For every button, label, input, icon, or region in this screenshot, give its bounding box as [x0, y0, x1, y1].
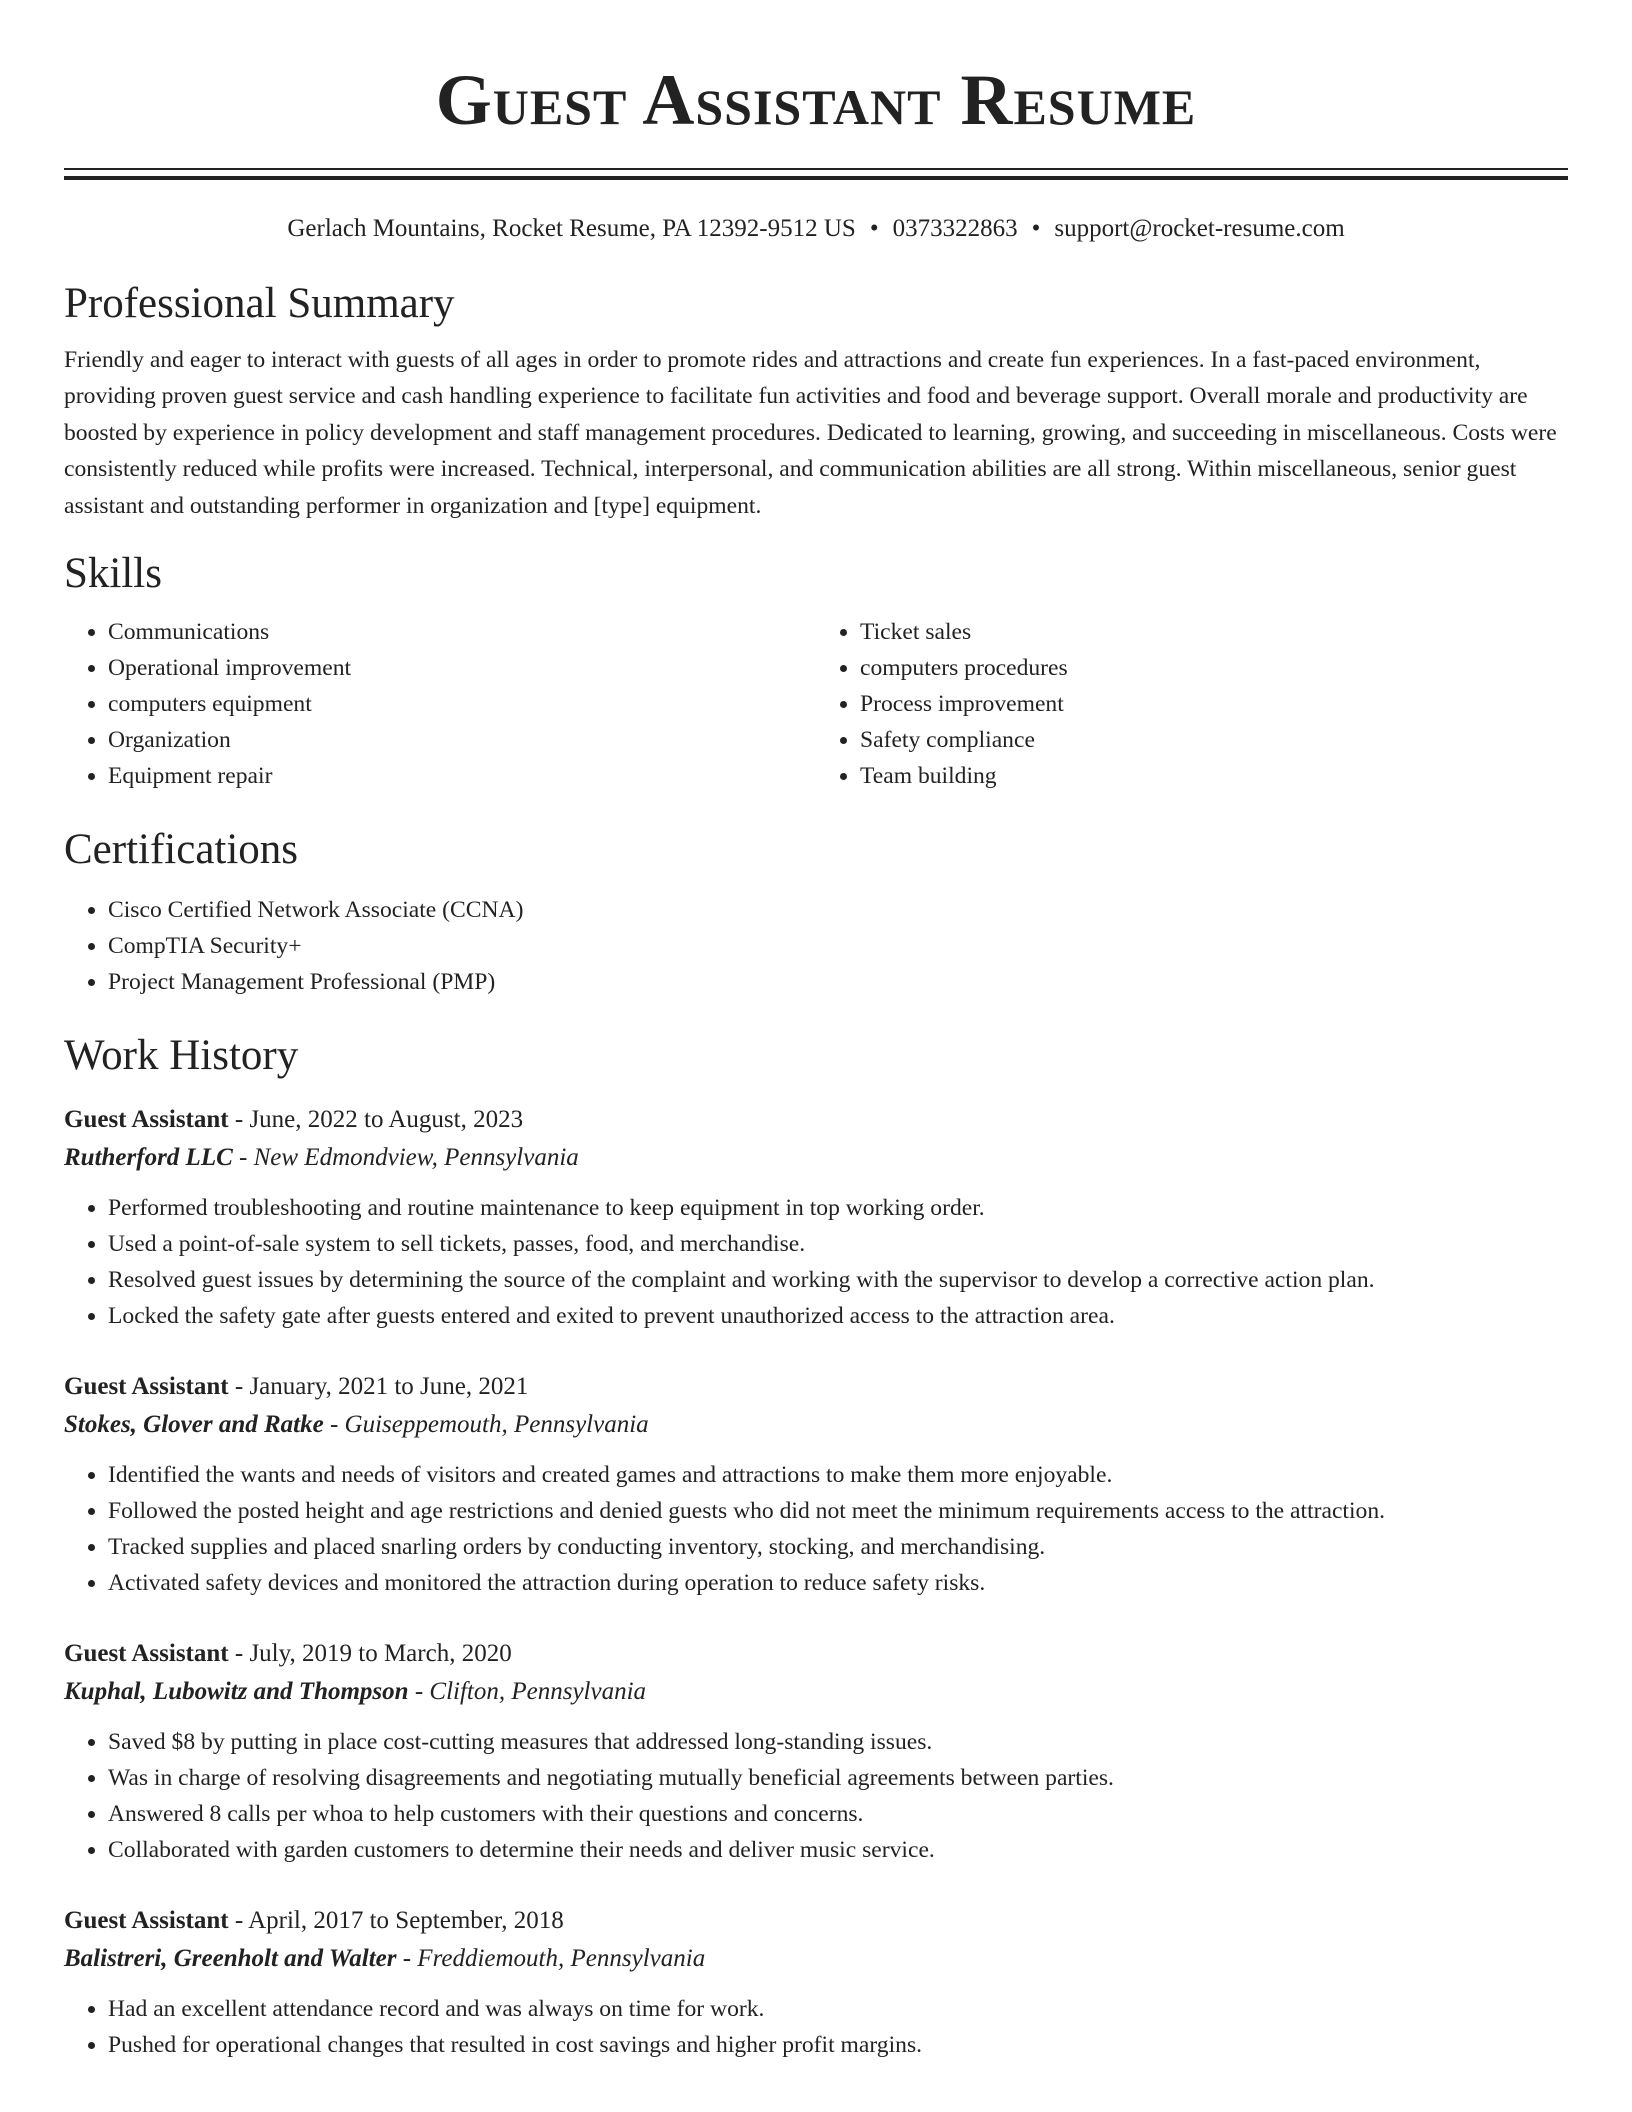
job-separator: -: [228, 1106, 250, 1134]
job-bullets: [64, 1190, 1568, 1334]
skill-item: • computers procedures: [860, 650, 1568, 686]
job-role: Guest Assistant: [64, 1640, 229, 1668]
job-bullet: • Collaborated with garden customers to determine their needs and deliver music service.: [108, 1832, 1568, 1868]
job-separator: -: [232, 1144, 254, 1172]
contact-email: support@rocket-resume.com: [1054, 215, 1345, 242]
certification-item: • CompTIA Security+: [108, 928, 1568, 964]
certifications-heading: Certifications: [64, 826, 299, 874]
job-company-line: [64, 1672, 1568, 1712]
job-company-line: [64, 1405, 1568, 1445]
job-bullet: • Used a point-of-sale system to sell tickets, passes, food, and merchandise.: [108, 1226, 1568, 1262]
job-dates: January, 2021 to June, 2021: [249, 1373, 529, 1401]
work-history-heading: Work History: [64, 1032, 299, 1080]
job-bullet: • Had an excellent attendance record and was always on time for work.: [108, 1991, 1568, 2027]
job-entry: [64, 1636, 1568, 1868]
job-company: Rutherford LLC: [64, 1144, 233, 1172]
job-bullet: • Answered 8 calls per whoa to help customers with their questions and concerns.: [108, 1796, 1568, 1832]
certification-item: • Cisco Certified Network Associate (CCNA): [108, 892, 1568, 928]
job-bullet: • Activated safety devices and monitored the attraction during operation to reduce safety risks.: [108, 1565, 1568, 1601]
job-title-line: [64, 1102, 1568, 1138]
skills-list-left: [64, 614, 816, 794]
job-location: Clifton, Pennsylvania: [429, 1678, 647, 1706]
job-entry: [64, 1369, 1568, 1601]
job-role: Guest Assistant: [64, 1106, 229, 1134]
skill-item: • Safety compliance: [860, 722, 1568, 758]
job-title-line: [64, 1369, 1568, 1405]
skill-item: • Operational improvement: [108, 650, 816, 686]
job-location: Freddiemouth, Pennsylvania: [417, 1945, 706, 1973]
summary-text: Friendly and eager to interact with guests of all ages in order to promote rides and attractions and create fun experiences. In a fast-paced environment, providing proven guest service and cash handling experience to facilitate fun activities and food and beverage support. Overall morale and productivity are boosted by experience in policy development and staff management procedures. Dedicated to learning, growing, and succeeding in miscellaneous. Costs were consistently reduced while profits were increased. Technical, interpersonal, and communication abilities are all strong. Within miscellaneous, senior guest assistant and outstanding performer in organization and [type] equipment.: [64, 347, 1557, 519]
job-dates: July, 2019 to March, 2020: [249, 1640, 512, 1668]
job-location: New Edmondview, Pennsylvania: [253, 1144, 579, 1172]
job-bullet: • Resolved guest issues by determining the source of the complaint and working with the supervisor to develop a corrective action plan.: [108, 1262, 1568, 1298]
job-location: Guiseppemouth, Pennsylvania: [344, 1411, 649, 1439]
certifications-list: [64, 892, 1568, 1000]
contact-separator: •: [869, 215, 879, 242]
job-title-line: [64, 1636, 1568, 1672]
job-title-line: [64, 1903, 1568, 1939]
skill-item: • Organization: [108, 722, 816, 758]
skill-item: • computers equipment: [108, 686, 816, 722]
skills-list-right: [816, 614, 1568, 794]
certification-item: • Project Management Professional (PMP): [108, 964, 1568, 1000]
skill-item: • Communications: [108, 614, 816, 650]
job-separator: -: [323, 1411, 345, 1439]
job-entry: [64, 1102, 1568, 1334]
contact-line: [64, 214, 1568, 244]
job-role: Guest Assistant: [64, 1907, 229, 1935]
summary-heading: Professional Summary: [64, 280, 455, 327]
job-bullet: • Pushed for operational changes that resulted in cost savings and higher profit margins.: [108, 2027, 1568, 2063]
job-entry: [64, 1903, 1568, 2063]
job-bullets: [64, 1457, 1568, 1601]
job-bullet: • Identified the wants and needs of visitors and created games and attractions to make them more enjoyable.: [108, 1457, 1568, 1493]
job-separator: -: [228, 1373, 250, 1401]
job-company-line: [64, 1939, 1568, 1979]
resume-title: Guest Assistant Resume: [435, 60, 1197, 140]
job-separator: -: [408, 1678, 430, 1706]
skills-columns: [64, 614, 1568, 794]
job-company-line: [64, 1138, 1568, 1178]
job-company: Kuphal, Lubowitz and Thompson: [64, 1678, 409, 1706]
job-bullet: • Locked the safety gate after guests entered and exited to prevent unauthorized access to the attraction area.: [108, 1298, 1568, 1334]
job-separator: -: [228, 1907, 249, 1935]
contact-address: Gerlach Mountains, Rocket Resume, PA 12392-9512 US: [287, 215, 856, 242]
job-bullet: • Was in charge of resolving disagreements and negotiating mutually beneficial agreements between parties.: [108, 1760, 1568, 1796]
job-separator: -: [396, 1945, 418, 1973]
job-company: Stokes, Glover and Ratke: [64, 1411, 324, 1439]
skill-item: • Equipment repair: [108, 758, 816, 794]
job-bullet: • Tracked supplies and placed snarling orders by conducting inventory, stocking, and merchandising.: [108, 1529, 1568, 1565]
contact-phone: 0373322863: [892, 215, 1018, 242]
job-role: Guest Assistant: [64, 1373, 229, 1401]
job-separator: -: [228, 1640, 250, 1668]
skill-item: • Process improvement: [860, 686, 1568, 722]
job-company: Balistreri, Greenholt and Walter: [64, 1945, 397, 1973]
skill-item: • Team building: [860, 758, 1568, 794]
job-dates: June, 2022 to August, 2023: [249, 1106, 524, 1134]
job-bullet: • Followed the posted height and age restrictions and denied guests who did not meet the minimum requirements access to the attraction.: [108, 1493, 1568, 1529]
job-bullet: • Performed troubleshooting and routine maintenance to keep equipment in top working order.: [108, 1190, 1568, 1226]
job-dates: April, 2017 to September, 2018: [248, 1907, 564, 1935]
job-bullets: [64, 1724, 1568, 1868]
job-bullets: [64, 1991, 1568, 2063]
title-divider: [64, 168, 1568, 180]
job-bullet: • Saved $8 by putting in place cost-cutting measures that addressed long-standing issues.: [108, 1724, 1568, 1760]
skill-item: • Ticket sales: [860, 614, 1568, 650]
contact-separator: •: [1031, 215, 1041, 242]
skills-heading: Skills: [64, 550, 162, 598]
